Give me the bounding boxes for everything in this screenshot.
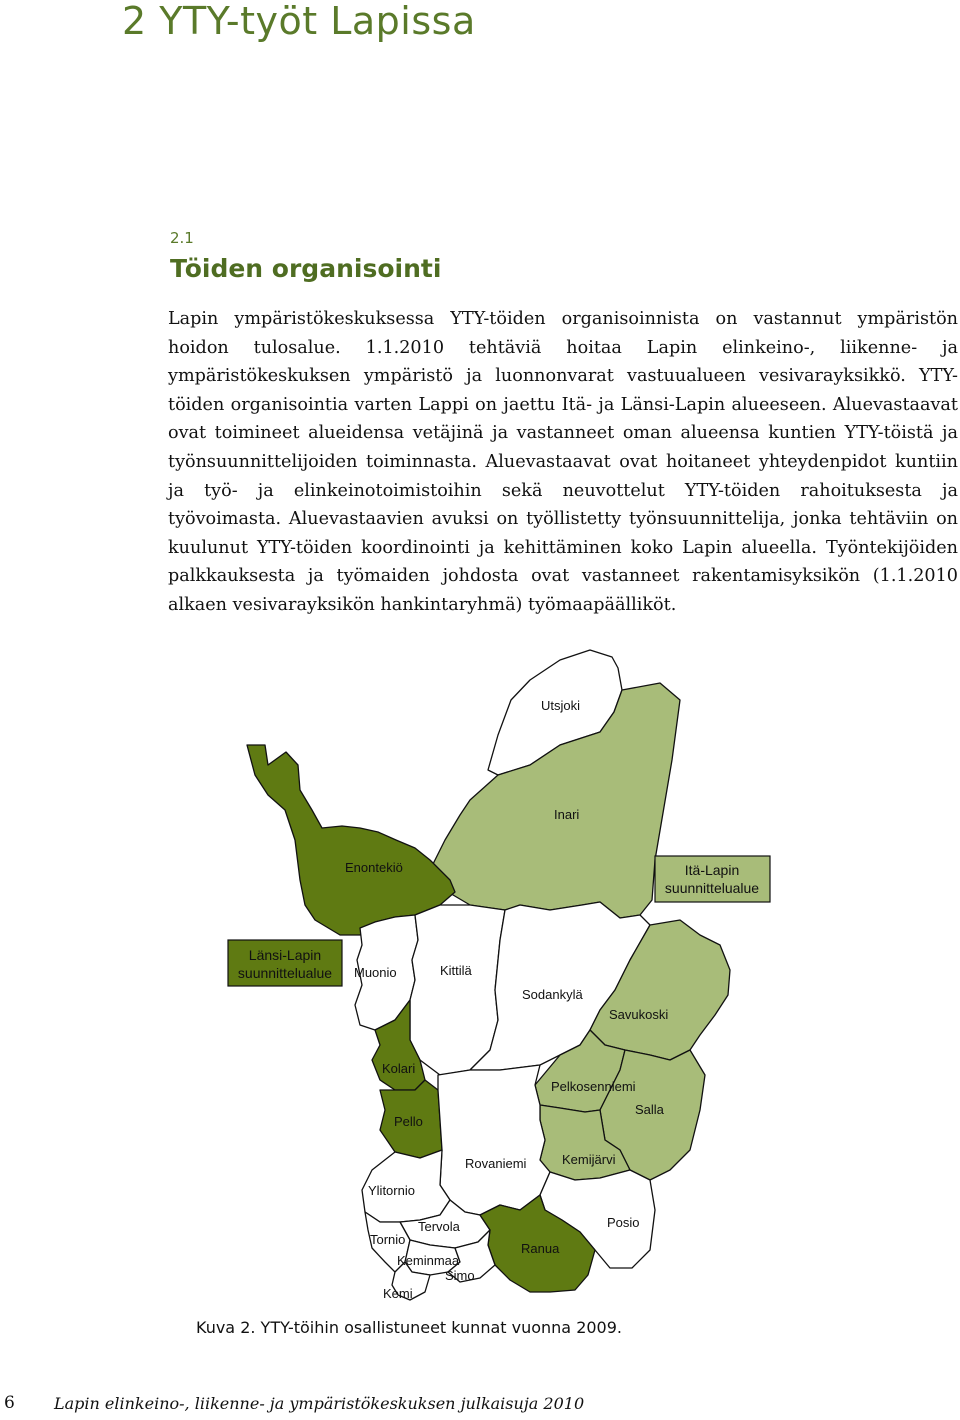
label-pello: Pello: [394, 1114, 423, 1129]
label-simo: Simo: [445, 1268, 475, 1283]
label-rovaniemi: Rovaniemi: [465, 1156, 527, 1171]
chapter-title: 2 YTY-työt Lapissa: [122, 0, 476, 43]
label-enontekio: Enontekiö: [345, 860, 403, 875]
label-kemi: Kemi: [383, 1286, 413, 1301]
figure-caption: Kuva 2. YTY-töihin osallistuneet kunnat vuonna 2009.: [196, 1318, 622, 1337]
label-pelkosenniemi: Pelkosenniemi: [551, 1079, 636, 1094]
section-number: 2.1: [170, 229, 194, 247]
label-inari: Inari: [554, 807, 580, 822]
section-title: Töiden organisointi: [170, 254, 442, 283]
label-utsjoki: Utsjoki: [541, 698, 581, 713]
label-ylitornio: Ylitornio: [368, 1183, 415, 1198]
legend-east-line2: suunnittelualue: [664, 880, 760, 896]
label-kolari: Kolari: [382, 1061, 416, 1076]
footer-title: Lapin elinkeino-, liikenne- ja ympäristökeskuksen julkaisuja 2010: [54, 1394, 585, 1413]
label-savukoski: Savukoski: [609, 1007, 669, 1022]
label-posio: Posio: [607, 1215, 640, 1230]
legend-east-line1: Itä-Lapin: [684, 862, 740, 878]
label-ranua: Ranua: [521, 1241, 560, 1256]
region-rovaniemi: [438, 1065, 550, 1215]
page-number: 6: [4, 1393, 15, 1413]
label-tornio: Tornio: [370, 1232, 406, 1247]
legend-west-line2: suunnittelualue: [237, 965, 333, 981]
label-salla: Salla: [635, 1102, 664, 1117]
label-sodankyla: Sodankylä: [522, 987, 583, 1002]
label-tervola: Tervola: [418, 1219, 460, 1234]
body-paragraph: Lapin ympäristökeskuksessa YTY-töiden organisoinnista on vastannut ympäristön hoidon tulosalue. 1.1.2010 tehtäviä hoitaa Lapin elinkeino-, liikenne- ja ympäristökeskuksen ympäristö ja luonnonvarat vastuualueen vesivarayksikkö. YTY-töiden organisointia varten Lappi on jaettu Itä- ja Länsi-Lapin alueeseen. Aluevastaavat ovat toimineet alueidensa vetäjinä ja vastanneet oman alueensa kuntien YTY-töistä ja työnsuunnittelijoiden toiminnasta. Aluevastaavat ovat hoitaneet yhteydenpidot kuntiin ja työ- ja elinkeinotoimistoihin sekä neuvottelut YTY-töiden rahoituksesta ja työvoimasta. Aluevastaavien avuksi on työllistetty työnsuunnittelija, jonka tehtäviin on kuulunut YTY-töiden koordinointi ja kehittäminen koko Lapin alueella. Työntekijöiden palkkauksesta ja työmaiden johdosta ovat vastanneet rakentamisyksikön (1.1.2010 alkaen vesivarayksikön hankintaryhmä) työmaapäälliköt.: [168, 309, 958, 615]
label-kemijarvi: Kemijärvi: [562, 1152, 616, 1167]
legend-west-line1: Länsi-Lapin: [248, 947, 322, 963]
label-kittila: Kittilä: [440, 963, 472, 978]
label-keminmaa: Keminmaa: [397, 1253, 460, 1268]
region-enontekio: [247, 745, 455, 935]
label-muonio: Muonio: [354, 965, 397, 980]
